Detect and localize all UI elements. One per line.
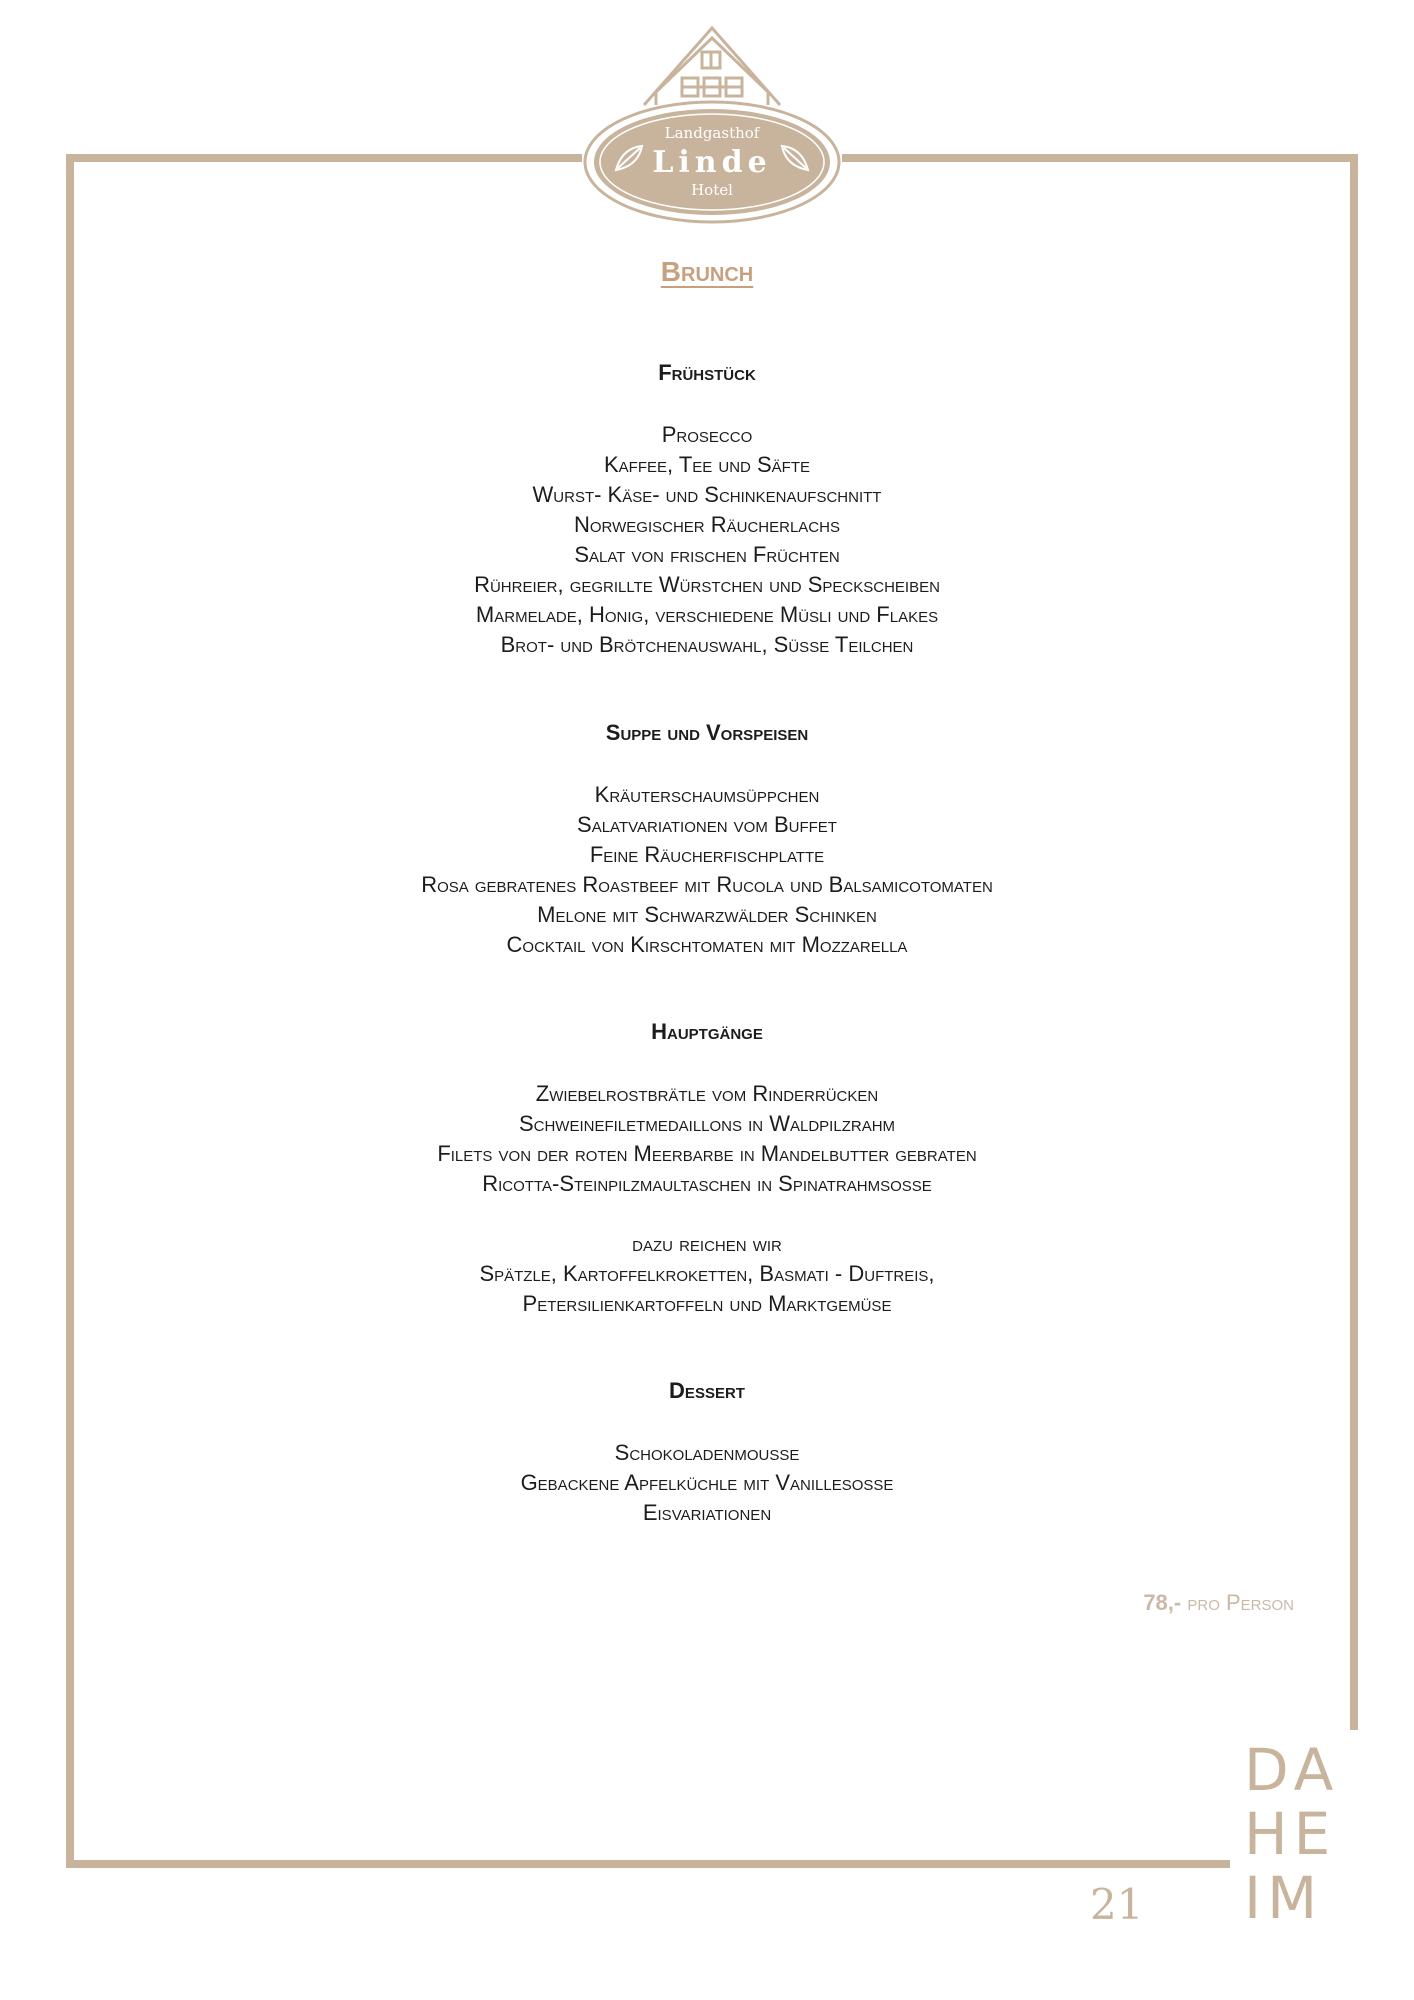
price-label (1143, 1590, 1294, 1616)
list-item: Spätzle, Kartoffelkroketten, Basmati - Duftreis, (479, 1261, 935, 1286)
list-item: Wurst- Käse- und Schinkenaufschnitt (532, 482, 882, 507)
brand-line: IM (1244, 1864, 1324, 1932)
section-heading: Dessert (669, 1378, 745, 1403)
section-heading: Suppe und Vorspeisen (605, 720, 809, 745)
list-item: Ricotta-Steinpilzmaultaschen in Spinatrahmsoße (482, 1171, 932, 1196)
price-unit: pro Person (1187, 1590, 1294, 1615)
spacer (90, 1199, 1324, 1229)
logo-line-3: Hotel (691, 181, 733, 199)
list-item: Salatvariationen vom Buffet (577, 812, 837, 837)
section-hauptgaenge (90, 1017, 1324, 1319)
list-item: Melone mit Schwarzwälder Schinken (537, 902, 877, 927)
section-heading: Frühstück (658, 360, 756, 385)
logo-line-2: Linde (652, 145, 772, 180)
list-item: Salat von frischen Früchten (574, 542, 840, 567)
list-item: Gebackene Apfelküchle mit Vanillesoße (520, 1470, 894, 1495)
list-item: dazu reichen wir (632, 1231, 782, 1256)
brand-mark (1244, 1738, 1344, 1930)
brand-line: DA (1244, 1736, 1340, 1804)
menu-title: Brunch (660, 256, 754, 287)
section-dessert (90, 1376, 1324, 1528)
list-item: Kräuterschaumsüppchen (594, 782, 820, 807)
price-amount: 78,- (1143, 1590, 1182, 1615)
list-item: Norwegischer Räucherlachs (574, 512, 840, 537)
list-item: Filets von der roten Meerbarbe in Mandelbutter gebraten (437, 1141, 977, 1166)
page-number: 21 (1090, 1880, 1144, 1929)
brand-line: HE (1244, 1800, 1337, 1868)
logo-line-1: Landgasthof (664, 124, 760, 142)
list-item: Eisvariationen (642, 1500, 772, 1525)
section-fruehstueck (90, 358, 1324, 660)
list-item: Cocktail von Kirschtomaten mit Mozzarella (506, 932, 908, 957)
list-item: Rühreier, gegrillte Würstchen und Speckscheiben (474, 572, 940, 597)
list-item: Rosa gebratenes Roastbeef mit Rucola und Balsamicotomaten (421, 872, 993, 897)
list-item: Schweinefiletmedaillons in Waldpilzrahm (518, 1111, 896, 1136)
section-suppe-vorspeisen (90, 718, 1324, 960)
item-list (90, 1079, 1324, 1319)
list-item: Petersilienkartoffeln und Marktgemüse (522, 1291, 892, 1316)
item-list (90, 780, 1324, 960)
item-list (90, 420, 1324, 660)
list-item: Kaffee, Tee und Säfte (603, 452, 811, 477)
list-item: Schokoladenmousse (614, 1440, 800, 1465)
section-heading: Hauptgänge (651, 1019, 763, 1044)
hotel-logo (582, 20, 842, 225)
list-item: Brot- und Brötchenauswahl, Süße Teilchen (500, 632, 914, 657)
list-item: Marmelade, Honig, verschiedene Müsli und Flakes (475, 602, 939, 627)
list-item: Prosecco (661, 422, 753, 447)
list-item: Zwiebelrostbrätle vom Rinderrücken (535, 1081, 879, 1106)
item-list (90, 1438, 1324, 1528)
list-item: Feine Räucherfischplatte (589, 842, 825, 867)
